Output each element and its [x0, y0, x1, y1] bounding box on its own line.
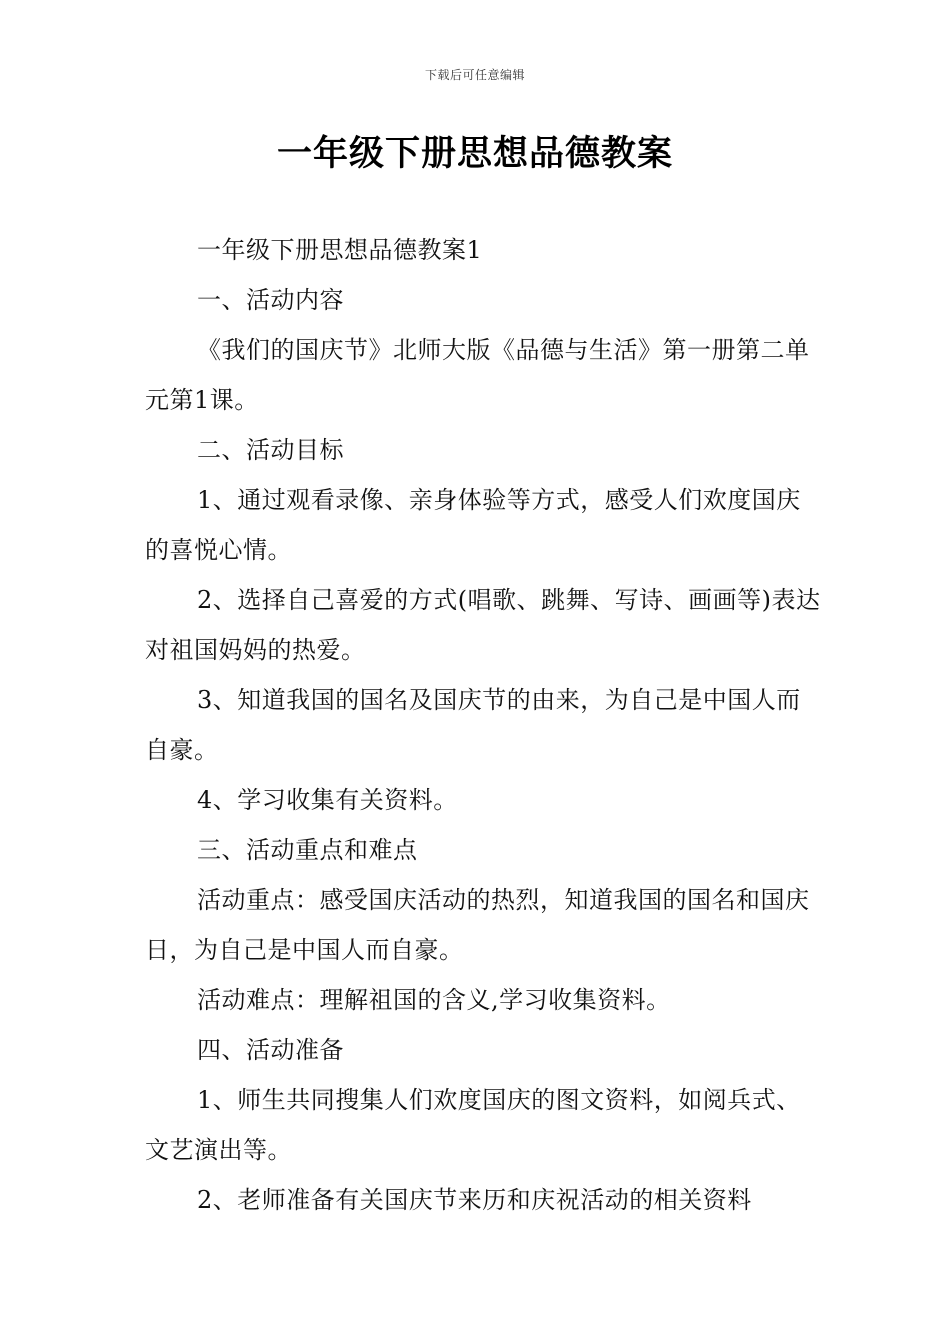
section-heading-preparation: 四、活动准备: [197, 1036, 344, 1064]
paragraph-preparation-1: 1、师生共同搜集人们欢度国庆的图文资料，如阅兵式、文艺演出等。: [145, 1086, 801, 1164]
section-heading-activity-content: 一、活动内容: [197, 286, 344, 314]
paragraph-activity-content: 《我们的国庆节》北师大版《品德与生活》第一册第二单元第1课。: [145, 336, 810, 414]
paragraph-goal-4: 4、学习收集有关资料。: [197, 786, 458, 814]
paragraph-goal-1: 1、通过观看录像、亲身体验等方式，感受人们欢度国庆的喜悦心情。: [145, 486, 801, 564]
paragraph-subtitle: 一年级下册思想品德教案1: [197, 236, 483, 264]
section-heading-key-points: 三、活动重点和难点: [197, 836, 418, 864]
header-note: 下载后可任意编辑: [424, 68, 525, 82]
section-heading-activity-goals: 二、活动目标: [197, 436, 344, 464]
paragraph-difficult-point: 活动难点：理解祖国的含义,学习收集资料。: [197, 986, 671, 1014]
paragraph-preparation-2: 2、老师准备有关国庆节来历和庆祝活动的相关资料: [197, 1186, 752, 1214]
document-body: [145, 225, 825, 1225]
paragraph-goal-2: 2、选择自己喜爱的方式(唱歌、跳舞、写诗、画画等)表达对祖国妈妈的热爱。: [145, 586, 821, 664]
paragraph-key-point: 活动重点：感受国庆活动的热烈，知道我国的国名和国庆日，为自己是中国人而自豪。: [145, 886, 810, 964]
document-title: 一年级下册思想品德教案: [276, 134, 673, 174]
paragraph-goal-3: 3、知道我国的国名及国庆节的由来，为自己是中国人而自豪。: [145, 686, 801, 764]
